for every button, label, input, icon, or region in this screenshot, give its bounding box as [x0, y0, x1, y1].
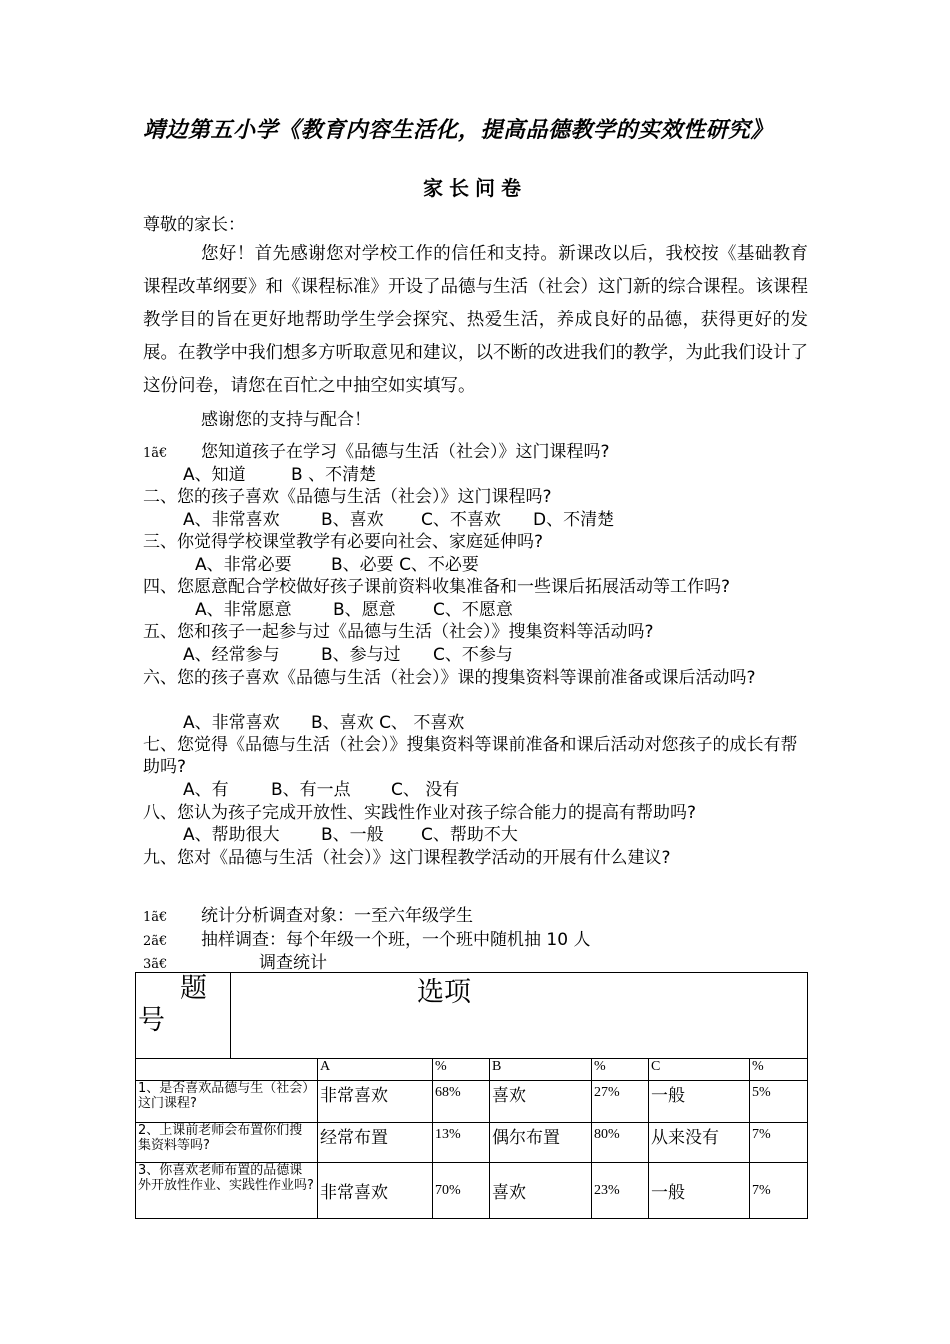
stats-line-1 — [143, 905, 813, 929]
option[interactable]: A、有 — [183, 780, 229, 800]
thanks-line: 感谢您的支持与配合！ — [201, 410, 371, 430]
option[interactable]: B、愿意 — [333, 600, 396, 620]
cell-c-percent: 5% — [750, 1081, 808, 1123]
option[interactable]: C、不喜欢 — [421, 510, 501, 530]
question-3-options — [195, 554, 479, 576]
survey-table — [135, 972, 808, 1219]
option[interactable]: A、非常愿意 — [195, 600, 292, 620]
header-question-number: 题 号 — [136, 973, 231, 1059]
option[interactable]: C、不参与 — [433, 645, 513, 665]
row-question: 2、上课前老师会布置你们搜集资料等吗? — [136, 1123, 318, 1163]
subheader-percent: % — [592, 1059, 649, 1081]
row-question: 3、你喜欢老师布置的品德课外开放性作业、实践性作业吗? — [136, 1163, 318, 1219]
subheader-percent: % — [750, 1059, 808, 1081]
cell-c: 从来没有 — [649, 1123, 750, 1163]
table-header-row — [136, 973, 808, 1059]
stats-number: 3ã€ — [143, 957, 168, 972]
question-4-options — [195, 599, 513, 621]
document-title: 靖边第五小学《教育内容生活化，提高品德教学的实效性研究》 — [143, 118, 774, 143]
option[interactable]: B、参与过 — [321, 645, 401, 665]
option[interactable]: B、喜欢 C、 不喜欢 — [311, 713, 465, 733]
table-subheader-row — [136, 1059, 808, 1081]
option[interactable]: B、一般 — [321, 825, 384, 845]
cell-c-percent: 7% — [750, 1163, 808, 1219]
stats-number: 1ã€ — [143, 910, 168, 925]
subheader-c: C — [649, 1059, 750, 1081]
option[interactable]: A、帮助很大 — [183, 825, 280, 845]
option[interactable]: C、 没有 — [391, 780, 460, 800]
cell-a-percent: 70% — [433, 1163, 490, 1219]
question-4: 四、您愿意配合学校做好孩子课前资料收集准备和一些课后拓展活动等工作吗? — [143, 577, 731, 597]
subheader-b: B — [490, 1059, 592, 1081]
cell-b-percent: 23% — [592, 1163, 649, 1219]
stats-text: 调查统计 — [259, 953, 327, 973]
question-1-options — [183, 464, 376, 486]
question-7-options — [183, 779, 459, 801]
document-subtitle: 家长问卷 — [423, 176, 527, 200]
question-1 — [143, 441, 813, 465]
cell-c: 一般 — [649, 1163, 750, 1219]
cell-b: 喜欢 — [490, 1163, 592, 1219]
cell-a: 非常喜欢 — [318, 1163, 433, 1219]
stats-text: 统计分析调查对象：一至六年级学生 — [201, 906, 473, 926]
stats-text: 抽样调查：每个年级一个班，一个班中随机抽 10 人 — [201, 930, 591, 950]
header-options: 选项 — [231, 973, 808, 1059]
cell-a-percent: 68% — [433, 1081, 490, 1123]
question-6-options — [183, 712, 464, 734]
option[interactable]: B、有一点 — [271, 780, 351, 800]
cell-b-percent: 27% — [592, 1081, 649, 1123]
option[interactable]: A、知道 — [183, 465, 246, 485]
stats-number: 2ã€ — [143, 934, 168, 949]
question-5: 五、您和孩子一起参与过《品德与生活（社会）》搜集资料等活动吗? — [143, 622, 654, 642]
option[interactable]: D、不清楚 — [533, 510, 615, 530]
option[interactable]: C、帮助不大 — [421, 825, 518, 845]
question-text: 您知道孩子在学习《品德与生活（社会）》这门课程吗? — [201, 442, 610, 462]
table-row — [136, 1123, 808, 1163]
question-2: 二、您的孩子喜欢《品德与生活（社会）》这门课程吗? — [143, 487, 552, 507]
option[interactable]: C、不愿意 — [433, 600, 513, 620]
question-number: 1ã€ — [143, 446, 168, 461]
question-2-options — [183, 509, 614, 531]
option[interactable]: B、必要 C、不必要 — [331, 555, 479, 575]
option[interactable]: A、非常必要 — [195, 555, 292, 575]
greeting: 尊敬的家长： — [143, 215, 245, 235]
row-question: 1、是否喜欢品德与生（社会）这门课程? — [136, 1081, 318, 1123]
intro-paragraph: 您好！首先感谢您对学校工作的信任和支持。新课改以后，我校按《基础教育课程改革纲要》和《课程标准》开设了品德与生活（社会）这门新的综合课程。该课程教学目的旨在更好地帮助学生学会探究、热爱生活，养成良好的品德，获得更好的发展。在教学中我们想多方听取意见和建议，以不断的改进我们的教学，为此我们设计了这份问卷，请您在百忙之中抽空如实填写。 — [143, 244, 808, 396]
question-8-options — [183, 824, 518, 846]
cell-b: 偶尔布置 — [490, 1123, 592, 1163]
option[interactable]: A、经常参与 — [183, 645, 280, 665]
subheader-blank — [136, 1059, 318, 1081]
question-3: 三、你觉得学校课堂教学有必要向社会、家庭延伸吗? — [143, 532, 544, 552]
question-6: 六、您的孩子喜欢《品德与生活（社会）》课的搜集资料等课前准备或课后活动吗? — [143, 668, 756, 688]
table-row — [136, 1081, 808, 1123]
cell-c: 一般 — [649, 1081, 750, 1123]
question-9: 九、您对《品德与生活（社会）》这门课程教学活动的开展有什么建议? — [143, 848, 671, 868]
cell-a: 经常布置 — [318, 1123, 433, 1163]
cell-a-percent: 13% — [433, 1123, 490, 1163]
stats-line-2 — [143, 929, 813, 953]
question-5-options — [183, 644, 513, 666]
option[interactable]: A、非常喜欢 — [183, 713, 280, 733]
cell-b: 喜欢 — [490, 1081, 592, 1123]
cell-b-percent: 80% — [592, 1123, 649, 1163]
subheader-percent: % — [433, 1059, 490, 1081]
subheader-a: A — [318, 1059, 433, 1081]
cell-c-percent: 7% — [750, 1123, 808, 1163]
option[interactable]: B 、不清楚 — [291, 465, 377, 485]
table-row — [136, 1163, 808, 1219]
option[interactable]: A、非常喜欢 — [183, 510, 280, 530]
question-8: 八、您认为孩子完成开放性、实践性作业对孩子综合能力的提高有帮助吗? — [143, 803, 697, 823]
option[interactable]: B、喜欢 — [321, 510, 384, 530]
question-7: 七、您觉得《品德与生活（社会）》搜集资料等课前准备和课后活动对您孩子的成长有帮助吗? — [143, 735, 798, 777]
cell-a: 非常喜欢 — [318, 1081, 433, 1123]
